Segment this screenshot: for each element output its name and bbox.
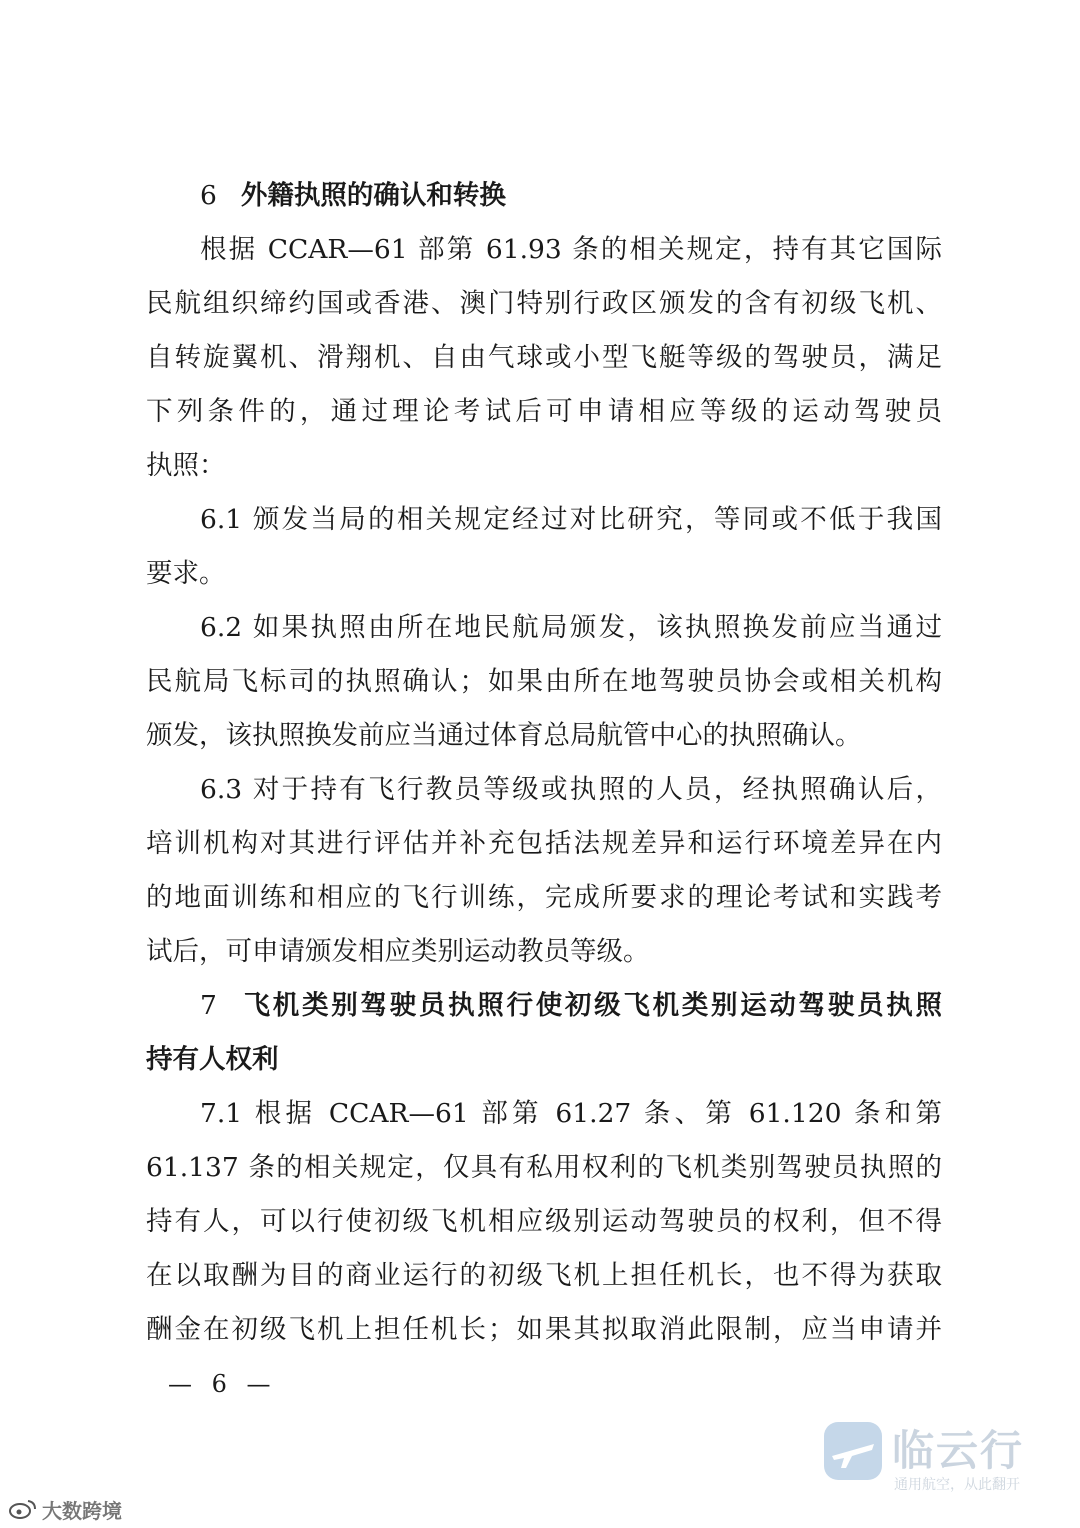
section-7-heading-cont: 持有人权利 [146,1044,279,1075]
section-number: 6 [200,180,217,211]
paragraph-line: 酬金在初级飞机上担任机长；如果其拟取消此限制，应当申请并 [146,1314,942,1345]
paragraph-line: 民航局飞标司的执照确认；如果由所在地驾驶员协会或相关机构 [146,666,942,697]
heading-text: 外籍执照的确认和转换 [240,180,506,211]
paragraph-line: 执照： [146,450,226,481]
paragraph-line: 民航组织缔约国或香港、澳门特别行政区颁发的含有初级飞机、 [146,288,942,319]
paragraph-line: 6.1 颁发当局的相关规定经过对比研究，等同或不低于我国 [200,504,942,535]
paragraph-line: 持有人，可以行使初级飞机相应级别运动驾驶员的权利，但不得 [146,1206,942,1237]
watermark-source: 大数跨境 [42,1498,122,1523]
paragraph-line: 7.1 根据 CCAR—61 部第 61.27 条、第 61.120 条和第 [200,1098,942,1129]
paragraph-line: 61.137 条的相关规定，仅具有私用权利的飞机类别驾驶员执照的 [146,1152,942,1183]
paragraph-line: 颁发，该执照换发前应当通过体育总局航管中心的执照确认。 [146,720,862,751]
paragraph-line: 自转旋翼机、滑翔机、自由气球或小型飞艇等级的驾驶员，满足 [146,342,942,373]
section-7-heading [200,988,942,1024]
paragraph-line: 的地面训练和相应的飞行训练，完成所要求的理论考试和实践考 [146,882,942,913]
paragraph-line: 6.3 对于持有飞行教员等级或执照的人员，经执照确认后， [200,774,942,805]
paragraph-line: 要求。 [146,558,226,589]
paragraph-line: 6.2 如果执照由所在地民航局颁发，该执照换发前应当通过 [200,612,942,643]
heading-text: 飞机类别驾驶员执照行使初级飞机类别运动驾驶员执照 [240,990,942,1021]
source-watermark [8,1494,122,1524]
page-number: — 6 — [168,1370,277,1398]
section-6-heading [200,178,942,214]
paragraph-line: 试后，可申请颁发相应类别运动教员等级。 [146,936,650,967]
paragraph-line: 培训机构对其进行评估并补充包括法规差异和运行环境差异在内 [146,828,942,859]
paragraph-line: 根据 CCAR—61 部第 61.93 条的相关规定，持有其它国际 [200,234,942,265]
airplane-logo-icon [822,1420,884,1482]
watermark-brand-sub: 通用航空，从此翻开 [894,1477,1020,1493]
paragraph-line: 下列条件的，通过理论考试后可申请相应等级的运动驾驶员 [146,396,942,427]
section-number: 7 [200,990,217,1021]
weibo-icon [8,1498,38,1520]
paragraph-line: 在以取酬为目的商业运行的初级飞机上担任机长，也不得为获取 [146,1260,942,1291]
watermark-brand: 临云行 [892,1426,1025,1475]
